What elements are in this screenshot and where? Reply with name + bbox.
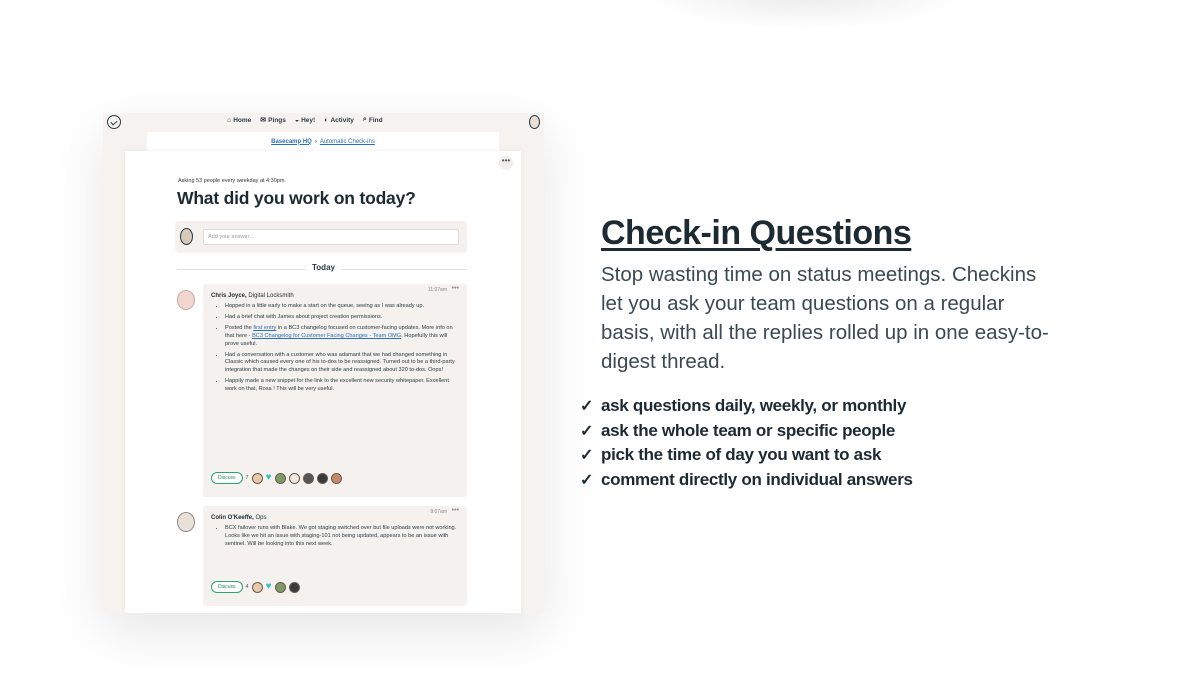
checkmark-icon: ✓: [580, 422, 594, 440]
hey-icon: ◒: [294, 116, 300, 124]
list-item: • Happily made a new snippet for the link to the excellent new security whitepaper. Excellent work on that, Rosa ! This will be very useful.: [225, 378, 457, 394]
find-icon: ⌕: [362, 116, 367, 123]
feature-list: [580, 394, 913, 492]
list-item: ✓ ask questions daily, weekly, or monthly: [580, 396, 907, 416]
basecamp-logo-icon[interactable]: [107, 115, 121, 129]
avatar: [317, 473, 328, 484]
avatar[interactable]: [177, 512, 195, 532]
checkmark-icon: ✓: [580, 471, 594, 489]
feature-title[interactable]: Check-in Questions: [601, 214, 912, 252]
avatar: [289, 473, 300, 484]
boost-count[interactable]: 4: [245, 584, 249, 590]
reactions-bar: [211, 581, 300, 593]
checkmark-icon: ✓: [580, 447, 594, 465]
answer-bullets: [217, 525, 457, 552]
day-label: Today: [306, 263, 341, 272]
avatar: [303, 473, 314, 484]
avatar: [275, 582, 286, 593]
avatar: [180, 228, 193, 245]
app-screenshot: [103, 113, 544, 613]
list-item: • Posted the first entry in a BC3 changelog focused on customer-facing updates. More info on that here - BC3 Changelog for Customer Facing Changes - Team OMG. Hopefully this will prove useful.: [225, 325, 457, 349]
list-item: • Had a brief chat with James about project creation permissions.: [225, 314, 457, 322]
avatar: [289, 582, 300, 593]
discuss-button[interactable]: Discuss: [211, 472, 243, 484]
entry-author: Chris Joyce, Digital Locksmith: [211, 293, 294, 299]
decorative-shadow: [640, 0, 970, 30]
answer-entry: [203, 284, 467, 497]
heart-icon: ♥: [265, 472, 272, 483]
checkin-card: [125, 151, 521, 613]
checkmark-icon: ✓: [580, 398, 594, 416]
more-options-icon[interactable]: •••: [499, 156, 513, 170]
nav-activity[interactable]: ◐ Activity: [324, 116, 354, 124]
more-options-icon[interactable]: •••: [451, 507, 459, 514]
avatar[interactable]: [529, 115, 540, 129]
boost-count[interactable]: 7: [245, 475, 249, 481]
avatar[interactable]: [177, 290, 195, 310]
list-item: • Hopped in a little early to make a start on the queue, seeing as I was already up.: [225, 303, 457, 311]
entry-time: 11:07am: [427, 287, 447, 293]
feature-description: Stop wasting time on status meetings. Checkins let you ask your team questions on a regular basis, with all the replies rolled up in one easy-to-digest thread.: [601, 263, 1049, 373]
list-item: ✓ comment directly on individual answers: [580, 469, 913, 489]
more-options-icon[interactable]: •••: [451, 285, 459, 292]
avatar: [252, 582, 263, 593]
nav-home[interactable]: ⌂ Home: [227, 116, 252, 124]
heart-icon: ♥: [265, 581, 272, 592]
entry-author: Colin O'Keeffe, Ops: [211, 515, 267, 521]
avatar: [252, 473, 263, 484]
checkin-question: What did you work on today?: [177, 188, 416, 208]
pings-icon: ✉: [260, 117, 267, 124]
list-item: ✓ pick the time of day you want to ask: [580, 445, 882, 465]
breadcrumb: [147, 132, 499, 151]
schedule-text: Asking 53 people every weekday at 4:30pm.: [178, 178, 286, 184]
home-icon: ⌂: [227, 116, 232, 124]
discuss-button[interactable]: Discuss: [211, 581, 243, 593]
entry-time: 9:07am: [430, 509, 447, 515]
activity-icon: ◐: [324, 116, 329, 124]
answer-input[interactable]: Add your answer…: [203, 229, 459, 245]
answer-bullets: [217, 303, 457, 397]
avatar: [331, 473, 342, 484]
nav-pings[interactable]: ✉ Pings: [260, 116, 286, 124]
first-entry-link[interactable]: first entry: [253, 324, 277, 331]
top-nav: [227, 116, 383, 124]
list-item: ✓ ask the whole team or specific people: [580, 420, 896, 440]
breadcrumb-tool-link[interactable]: Automatic Check-ins: [319, 138, 375, 145]
answer-composer: [175, 221, 467, 253]
list-item: • Had a conversation with a customer who was adamant that we had changed something in Classic which caused every one of his to-dos to be reassigned. Turned out to be a third-party integration that made the changes on their side and reassigned about 320 to-dos. Oops!: [225, 352, 457, 376]
avatar: [275, 473, 286, 484]
nav-find[interactable]: ⌕ Find: [362, 116, 383, 124]
list-item: • BCX failover runs with Blake. We got staging switched over but file uploads were not working. Looks like we hit an issue with staging-101 not being updated, appears to be an issue with sentinel. Will be looking into this next week.: [225, 525, 457, 549]
changelog-link[interactable]: BC3 Changelog for Customer Facing Changes - Team OMG: [252, 332, 402, 339]
reactions-bar: [211, 472, 342, 484]
breadcrumb-project-link[interactable]: Basecamp HQ: [271, 138, 312, 145]
nav-hey[interactable]: ◒ Hey!: [294, 116, 316, 124]
answer-entry: [203, 506, 467, 606]
breadcrumb-separator: ›: [314, 138, 317, 145]
